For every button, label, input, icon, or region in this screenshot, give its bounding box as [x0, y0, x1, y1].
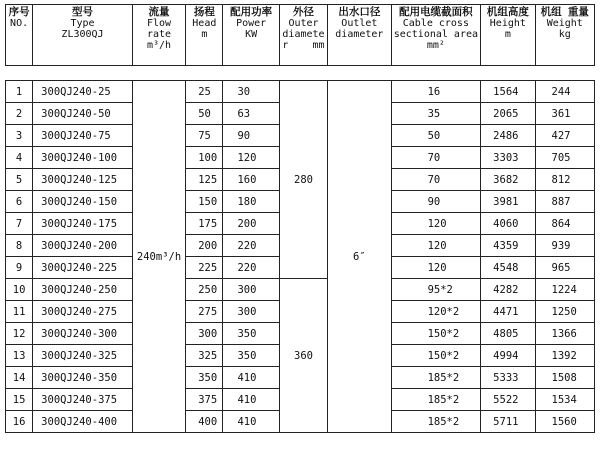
- cell-no: 7: [6, 213, 33, 235]
- cell-weight: 1534: [535, 389, 594, 411]
- header-head-en: Head: [192, 18, 217, 29]
- data-table: [5, 80, 595, 433]
- cell-cable: 35: [391, 103, 481, 125]
- cell-weight: 864: [535, 213, 594, 235]
- cell-type: 300QJ240-175: [33, 213, 133, 235]
- cell-height: 2486: [481, 125, 535, 147]
- cell-head: 50: [186, 103, 223, 125]
- header-height-unit: m: [504, 29, 511, 40]
- header-no-en: NO.: [10, 18, 29, 29]
- cell-head: 225: [186, 257, 223, 279]
- cell-outlet-diameter: 6″: [328, 81, 391, 433]
- cell-weight: 361: [535, 103, 594, 125]
- cell-flow-rate: 240m³/h: [132, 81, 185, 433]
- cell-height: 5711: [481, 411, 535, 433]
- cell-head: 100: [186, 147, 223, 169]
- cell-power: 90: [223, 125, 279, 147]
- header-outer-unit: r mm: [282, 40, 325, 51]
- cell-weight: 1250: [535, 301, 594, 323]
- cell-weight: 427: [535, 125, 594, 147]
- header-type-model: ZL300QJ: [61, 29, 104, 40]
- cell-type: 300QJ240-100: [33, 147, 133, 169]
- cell-type: 300QJ240-125: [33, 169, 133, 191]
- header-outlet-cn: 出水口径: [338, 6, 381, 18]
- header-cable: [391, 5, 481, 66]
- cell-no: 16: [6, 411, 33, 433]
- cell-head: 25: [186, 81, 223, 103]
- cell-cable: 120: [391, 257, 481, 279]
- cell-height: 5333: [481, 367, 535, 389]
- cell-weight: 812: [535, 169, 594, 191]
- cell-power: 300: [223, 301, 279, 323]
- header-cable-unit: mm²: [426, 40, 445, 51]
- cell-power: 120: [223, 147, 279, 169]
- cell-type: 300QJ240-350: [33, 367, 133, 389]
- cell-type: 300QJ240-300: [33, 323, 133, 345]
- cell-head: 200: [186, 235, 223, 257]
- cell-height: 4471: [481, 301, 535, 323]
- cell-height: 3303: [481, 147, 535, 169]
- cell-no: 15: [6, 389, 33, 411]
- cell-type: 300QJ240-225: [33, 257, 133, 279]
- header-outlet: [328, 5, 391, 66]
- header-type-en: Type: [70, 18, 95, 29]
- header-weight-unit: kg: [558, 29, 571, 40]
- cell-no: 10: [6, 279, 33, 301]
- cell-no: 12: [6, 323, 33, 345]
- cell-cable: 120: [391, 213, 481, 235]
- cell-type: 300QJ240-400: [33, 411, 133, 433]
- header-flow-en2: rate: [146, 29, 172, 40]
- cell-weight: 1366: [535, 323, 594, 345]
- cell-no: 14: [6, 367, 33, 389]
- cell-type: 300QJ240-25: [33, 81, 133, 103]
- cell-height: 4060: [481, 213, 535, 235]
- header-outlet-en2: diameter: [335, 29, 384, 40]
- header-head-cn: 扬程: [193, 6, 215, 18]
- cell-weight: 705: [535, 147, 594, 169]
- cell-type: 300QJ240-275: [33, 301, 133, 323]
- cell-cable: 90: [391, 191, 481, 213]
- cell-height: 3682: [481, 169, 535, 191]
- cell-head: 300: [186, 323, 223, 345]
- cell-type: 300QJ240-250: [33, 279, 133, 301]
- cell-power: 410: [223, 389, 279, 411]
- cell-weight: 965: [535, 257, 594, 279]
- cell-cable: 120*2: [391, 301, 481, 323]
- cell-height: 3981: [481, 191, 535, 213]
- cell-no: 11: [6, 301, 33, 323]
- cell-no: 6: [6, 191, 33, 213]
- cell-cable: 120: [391, 235, 481, 257]
- cell-weight: 887: [535, 191, 594, 213]
- header-outer-en1: Outer: [288, 18, 319, 29]
- header-weight-en: Weight: [546, 18, 583, 29]
- cell-head: 275: [186, 301, 223, 323]
- cell-cable: 16: [391, 81, 481, 103]
- cell-power: 180: [223, 191, 279, 213]
- cell-power: 410: [223, 411, 279, 433]
- cell-no: 3: [6, 125, 33, 147]
- cell-head: 125: [186, 169, 223, 191]
- cell-head: 400: [186, 411, 223, 433]
- cell-head: 175: [186, 213, 223, 235]
- cell-head: 375: [186, 389, 223, 411]
- header-type-cn: 型号: [72, 6, 93, 18]
- cell-head: 75: [186, 125, 223, 147]
- cell-power: 220: [223, 235, 279, 257]
- cell-no: 5: [6, 169, 33, 191]
- cell-cable: 70: [391, 147, 481, 169]
- cell-outer-diameter: 360: [279, 279, 327, 433]
- cell-power: 200: [223, 213, 279, 235]
- header-table: [5, 4, 595, 66]
- cell-weight: 1560: [535, 411, 594, 433]
- cell-cable: 185*2: [391, 389, 481, 411]
- header-height-cn: 机组高度: [486, 6, 529, 18]
- header-flow-unit: m³/h: [146, 40, 172, 51]
- cell-power: 30: [223, 81, 279, 103]
- cell-power: 410: [223, 367, 279, 389]
- cell-no: 2: [6, 103, 33, 125]
- cell-type: 300QJ240-150: [33, 191, 133, 213]
- header-cable-en1: Cable cross: [402, 18, 469, 29]
- cell-type: 300QJ240-200: [33, 235, 133, 257]
- header-no: [6, 5, 33, 66]
- cell-no: 9: [6, 257, 33, 279]
- header-flow-cn: 流量: [148, 6, 170, 18]
- cell-no: 4: [6, 147, 33, 169]
- header-height-en: Height: [489, 18, 526, 29]
- cell-height: 4282: [481, 279, 535, 301]
- cell-height: 4359: [481, 235, 535, 257]
- cell-no: 8: [6, 235, 33, 257]
- header-type: [33, 5, 133, 66]
- cell-height: 1564: [481, 81, 535, 103]
- header-head-unit: m: [201, 29, 208, 40]
- table-row: [6, 279, 595, 301]
- cell-weight: 244: [535, 81, 594, 103]
- cell-head: 325: [186, 345, 223, 367]
- cell-power: 63: [223, 103, 279, 125]
- cell-cable: 95*2: [391, 279, 481, 301]
- cell-type: 300QJ240-325: [33, 345, 133, 367]
- header-power-en: Power: [236, 18, 267, 29]
- cell-weight: 939: [535, 235, 594, 257]
- cell-height: 4805: [481, 323, 535, 345]
- header-weight-cn: 机组 重量: [540, 6, 589, 18]
- header-cable-en2: sectional area: [393, 29, 479, 40]
- header-outlet-en1: Outlet: [341, 18, 378, 29]
- cell-cable: 150*2: [391, 345, 481, 367]
- cell-cable: 70: [391, 169, 481, 191]
- header-power-cn: 配用功率: [230, 6, 273, 18]
- cell-head: 250: [186, 279, 223, 301]
- cell-height: 4994: [481, 345, 535, 367]
- cell-no: 1: [6, 81, 33, 103]
- header-power: [223, 5, 279, 66]
- cell-cable: 150*2: [391, 323, 481, 345]
- cell-power: 160: [223, 169, 279, 191]
- header-flow: [132, 5, 185, 66]
- cell-weight: 1224: [535, 279, 594, 301]
- table-row: [6, 81, 595, 103]
- cell-height: 4548: [481, 257, 535, 279]
- cell-weight: 1392: [535, 345, 594, 367]
- cell-power: 300: [223, 279, 279, 301]
- cell-weight: 1508: [535, 367, 594, 389]
- header-outer-cn: 外径: [292, 6, 314, 18]
- cell-power: 350: [223, 323, 279, 345]
- cell-cable: 185*2: [391, 411, 481, 433]
- cell-type: 300QJ240-375: [33, 389, 133, 411]
- header-height: [481, 5, 535, 66]
- cell-height: 5522: [481, 389, 535, 411]
- cell-cable: 185*2: [391, 367, 481, 389]
- header-outer-en2: diamete: [282, 29, 325, 40]
- header-no-cn: 序号: [8, 6, 30, 18]
- cell-power: 220: [223, 257, 279, 279]
- cell-type: 300QJ240-50: [33, 103, 133, 125]
- cell-height: 2065: [481, 103, 535, 125]
- cell-no: 13: [6, 345, 33, 367]
- header-head: [186, 5, 223, 66]
- header-outer: [279, 5, 327, 66]
- header-weight: [535, 5, 594, 66]
- cell-type: 300QJ240-75: [33, 125, 133, 147]
- table-body: [6, 81, 595, 433]
- header-flow-en1: Flow: [146, 18, 172, 29]
- header-cable-cn: 配用电缆截面积: [399, 6, 473, 18]
- header-power-unit: KW: [245, 29, 258, 40]
- cell-head: 350: [186, 367, 223, 389]
- cell-power: 350: [223, 345, 279, 367]
- cell-outer-diameter: 280: [279, 81, 327, 279]
- cell-head: 150: [186, 191, 223, 213]
- cell-cable: 50: [391, 125, 481, 147]
